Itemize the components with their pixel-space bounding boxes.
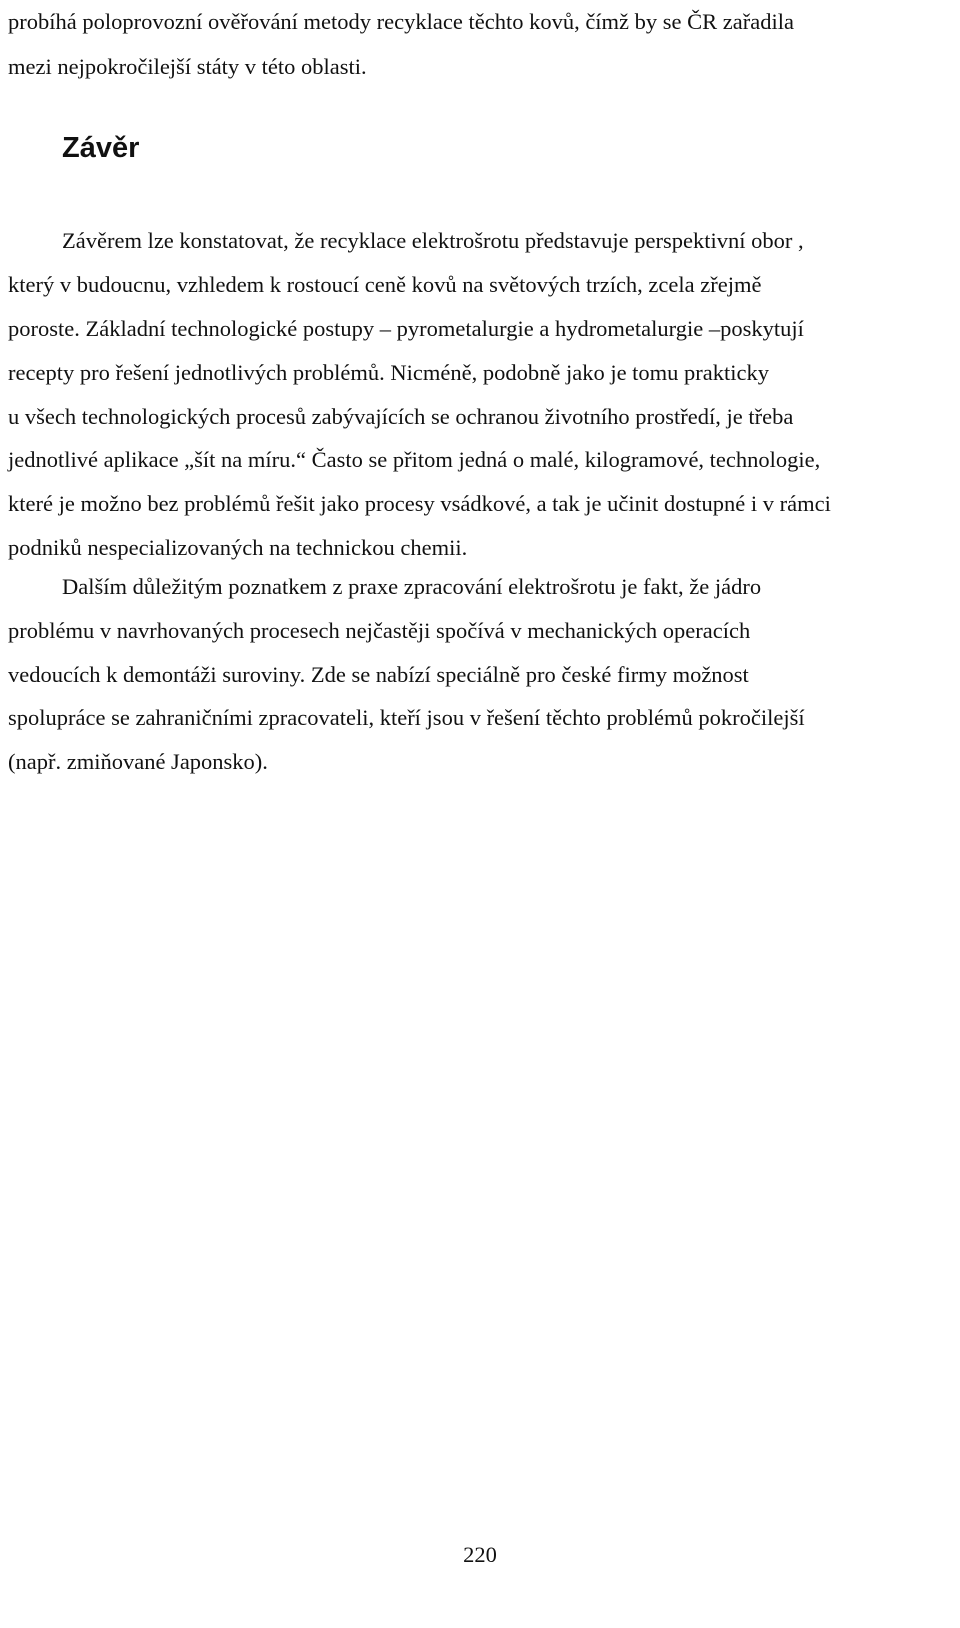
text-line: Závěrem lze konstatovat, že recyklace elektrošrotu představuje perspektivní obor , bbox=[62, 228, 804, 253]
text-line: problému v navrhovaných procesech nejčastěji spočívá v mechanických operacích bbox=[8, 617, 751, 643]
intro-text bbox=[8, 0, 952, 89]
text-line: u všech technologických procesů zabývajících se ochranou životního prostředí, je třeba bbox=[8, 403, 794, 429]
text-line: spolupráce se zahraničními zpracovateli, kteří jsou v řešení těchto problémů pokročilejší bbox=[8, 705, 805, 731]
section-heading: Závěr bbox=[62, 132, 140, 164]
paragraph-conclusion-1 bbox=[8, 219, 952, 570]
text-line: které je možno bez problémů řešit jako procesy vsádkové, a tak je učinit dostupné i v rámci bbox=[8, 491, 831, 517]
text-line: jednotlivé aplikace „šít na míru.“ Často se přitom jedná o malé, kilogramové, technologie, bbox=[8, 447, 821, 473]
text-line: poroste. Základní technologické postupy – pyrometalurgie a hydrometalurgie –poskytují bbox=[8, 315, 804, 341]
text-line: (např. zmiňované Japonsko). bbox=[8, 749, 268, 775]
text-line: recepty pro řešení jednotlivých problémů. Nicméně, podobně jako je tomu prakticky bbox=[8, 359, 770, 385]
page-number: 220 bbox=[463, 1542, 497, 1567]
text-line: podniků nespecializovaných na technickou chemii. bbox=[8, 535, 468, 561]
text-line: mezi nejpokročilejší státy v této oblasti. bbox=[8, 53, 367, 79]
text-line: vedoucích k demontáži suroviny. Zde se nabízí speciálně pro české firmy možnost bbox=[8, 661, 749, 687]
paragraph-conclusion-2 bbox=[8, 565, 952, 784]
text-line: Dalším důležitým poznatkem z praxe zpracování elektrošrotu je fakt, že jádro bbox=[62, 574, 762, 599]
text-line: který v budoucnu, vzhledem k rostoucí ceně kovů na světových trzích, zcela zřejmě bbox=[8, 271, 762, 297]
text-line: probíhá poloprovozní ověřování metody recyklace těchto kovů, čímž by se ČR zařadila bbox=[8, 9, 794, 34]
